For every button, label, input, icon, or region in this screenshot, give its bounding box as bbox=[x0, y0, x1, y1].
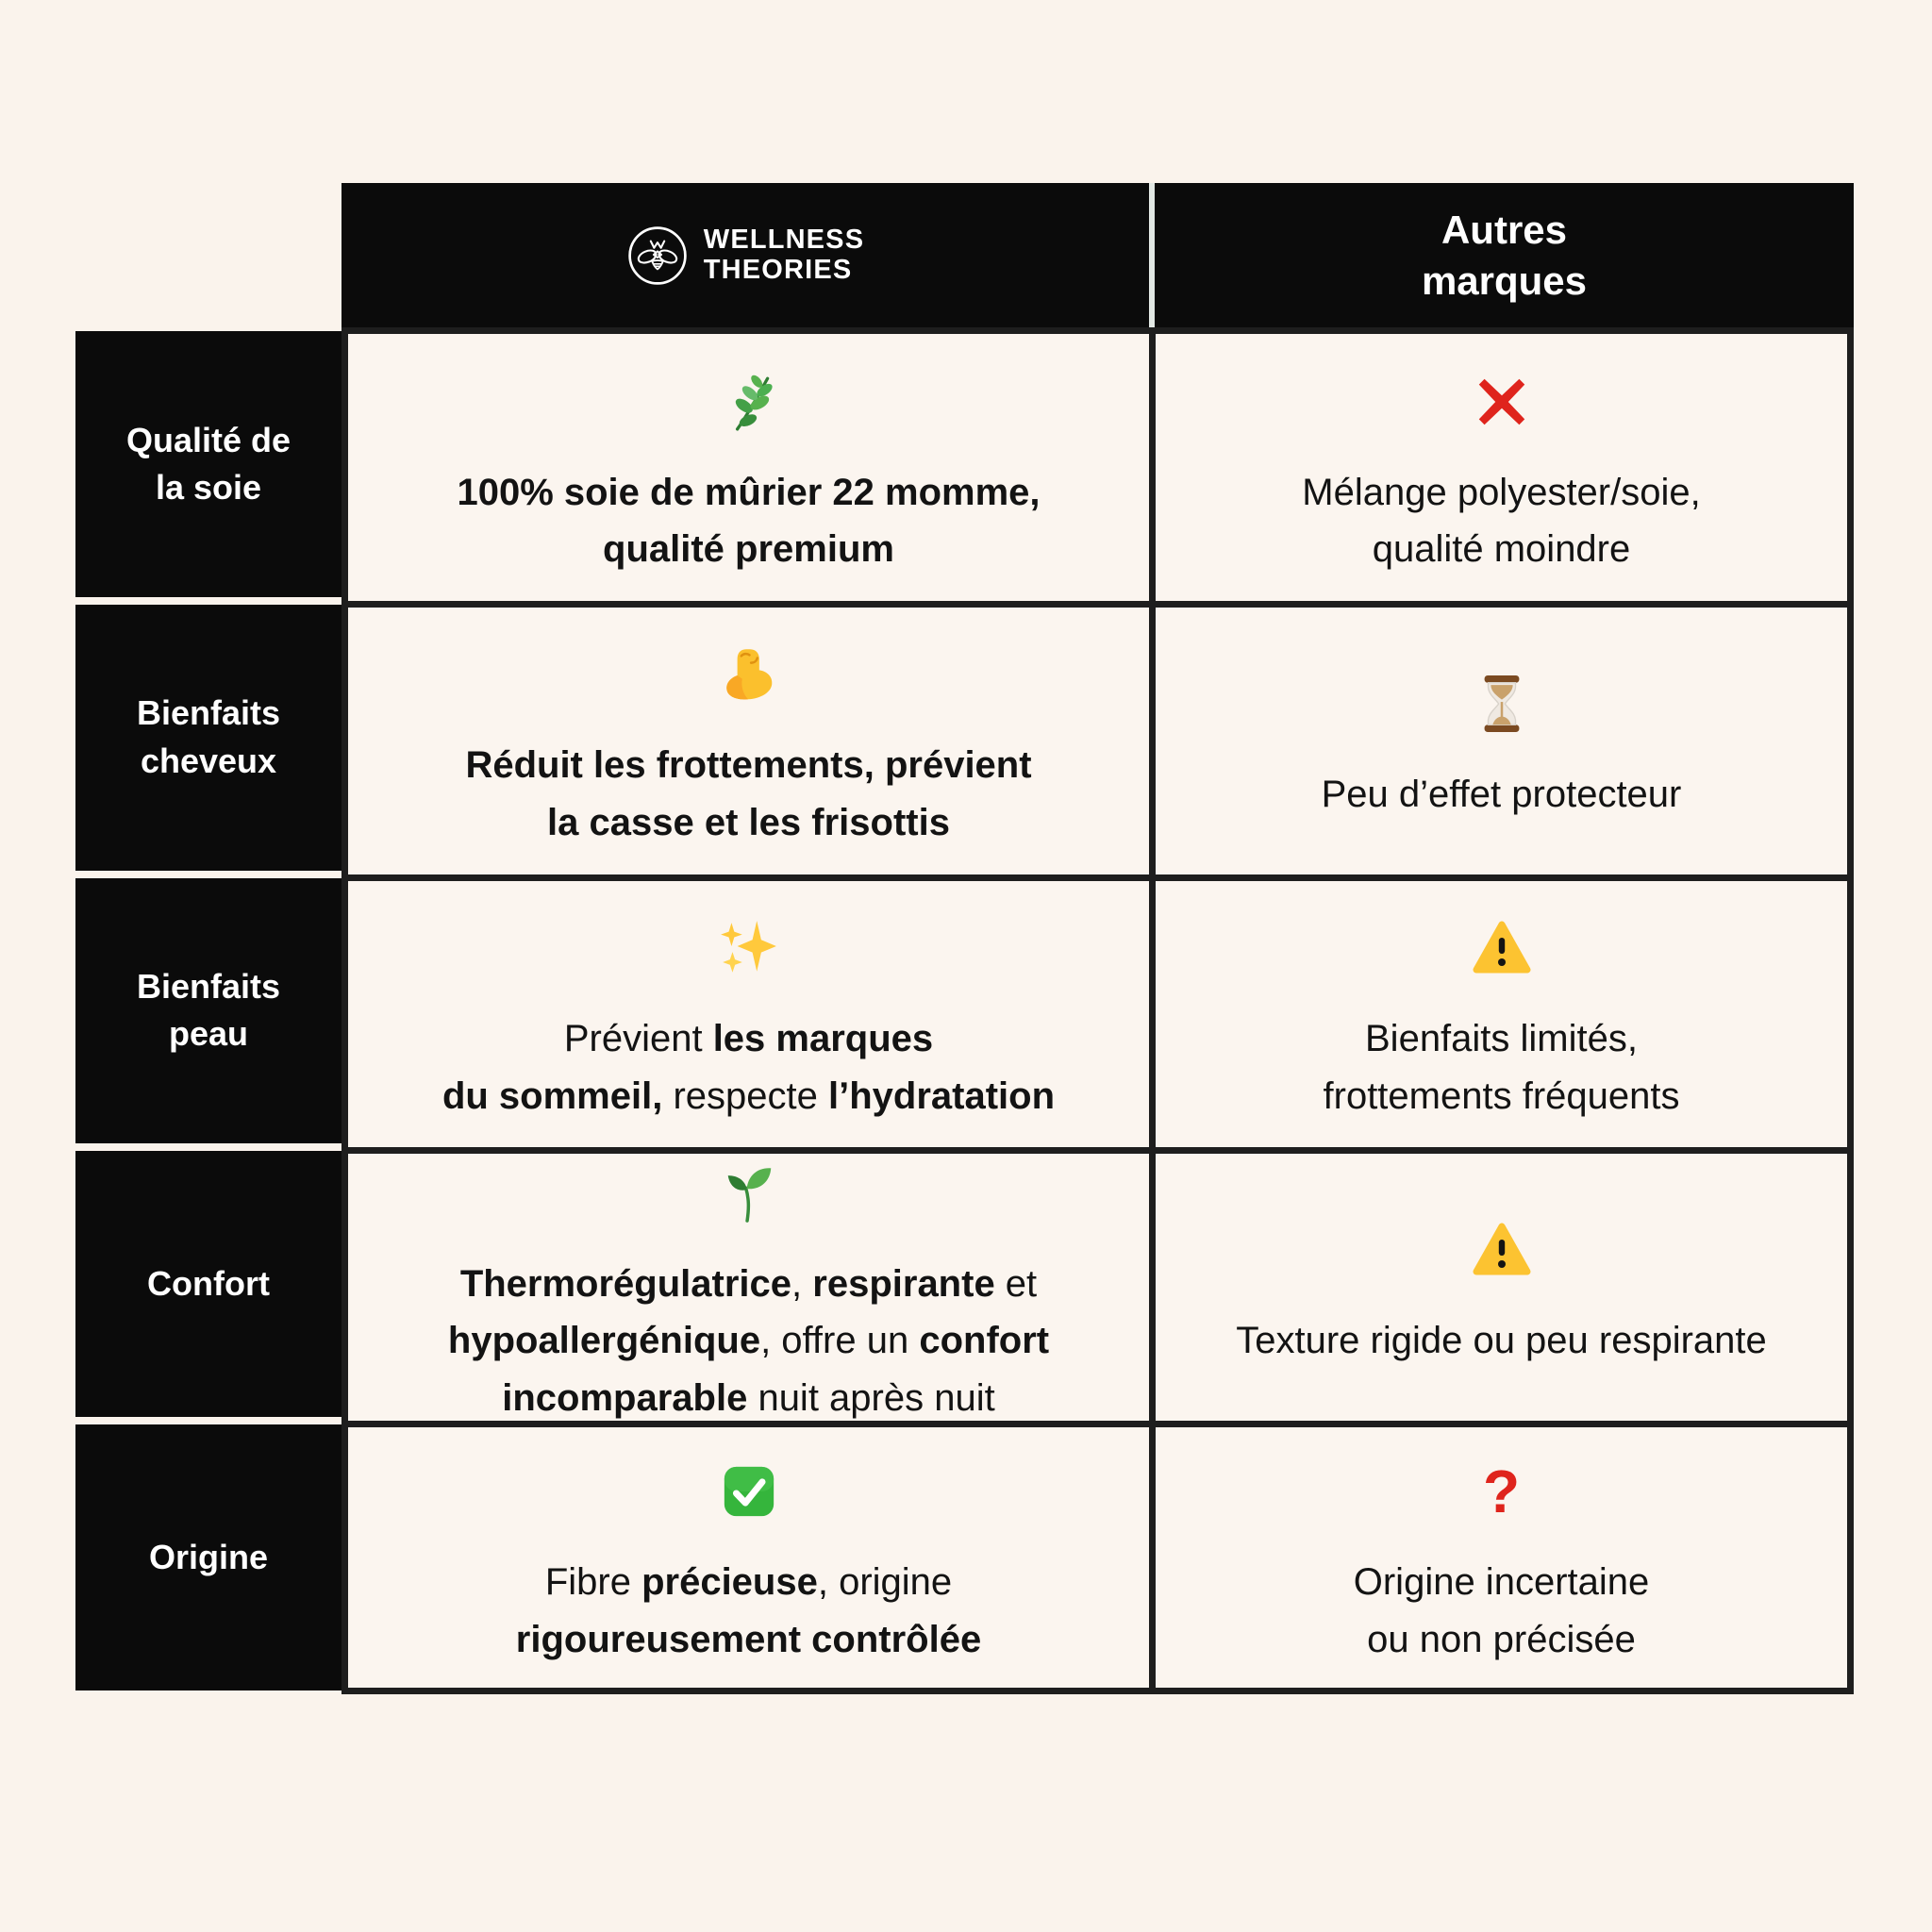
row-label-comfort: Confort bbox=[75, 1151, 341, 1417]
check-mark-icon bbox=[720, 1459, 778, 1524]
brand-cell-skin bbox=[341, 874, 1149, 1148]
competitor-quality-text: Mélange polyester/soie, qualité moindre bbox=[1302, 471, 1701, 571]
row-label-cell bbox=[75, 1147, 341, 1421]
brand-comfort-text: Thermorégulatrice, respirante et hypoallergénique, offre un confort incomparable nuit après nuit bbox=[447, 1262, 1050, 1420]
brand-cell-origin bbox=[341, 1421, 1149, 1694]
warning-icon bbox=[1472, 916, 1532, 980]
brand-origin-text: Fibre précieuse, origine rigoureusement contrôlée bbox=[515, 1561, 982, 1661]
competitor-cell-comfort bbox=[1149, 1147, 1854, 1421]
biceps-icon bbox=[718, 642, 780, 707]
brand-name bbox=[704, 225, 864, 285]
brand-cell-comfort bbox=[341, 1147, 1149, 1421]
row-label-skin: Bienfaits peau bbox=[75, 878, 341, 1144]
brand-quality-text: 100% soie de mûrier 22 momme, qualité premium bbox=[457, 471, 1041, 571]
row-label-hair: Bienfaits cheveux bbox=[75, 605, 341, 871]
row-label-cell bbox=[75, 1421, 341, 1694]
row-label-cell bbox=[75, 874, 341, 1148]
brand-hair-text: Réduit les frottements, prévient la casse et les frisottis bbox=[465, 744, 1032, 844]
row-label-cell bbox=[75, 601, 341, 874]
header-competitor bbox=[1149, 183, 1854, 327]
brand-cell-hair bbox=[341, 601, 1149, 874]
competitor-hair-text: Peu d’effet protecteur bbox=[1321, 773, 1682, 815]
header-brand bbox=[341, 183, 1149, 327]
competitor-cell-skin bbox=[1149, 874, 1854, 1148]
question-mark-icon: ? bbox=[1482, 1457, 1521, 1526]
brand-cell-quality bbox=[341, 327, 1149, 601]
herb-icon bbox=[718, 370, 780, 434]
competitor-cell-origin bbox=[1149, 1421, 1854, 1694]
seedling-icon bbox=[720, 1161, 778, 1225]
competitor-comfort-text: Texture rigide ou peu respirante bbox=[1236, 1320, 1767, 1362]
bee-icon bbox=[626, 224, 689, 288]
competitor-cell-quality bbox=[1149, 327, 1854, 601]
row-label-cell bbox=[75, 327, 341, 601]
competitor-title: Autres marques bbox=[1421, 207, 1588, 303]
header-spacer bbox=[75, 183, 341, 327]
brand-line-2: THEORIES bbox=[703, 254, 853, 285]
warning-icon bbox=[1472, 1218, 1532, 1282]
competitor-skin-text: Bienfaits limités, frottements fréquents bbox=[1323, 1018, 1680, 1117]
cross-mark-icon bbox=[1473, 370, 1531, 434]
row-label-quality: Qualité de la soie bbox=[75, 331, 341, 597]
competitor-cell-hair bbox=[1149, 601, 1854, 874]
brand-line-1: WELLNESS bbox=[703, 225, 865, 256]
competitor-origin-text: Origine incertaine ou non précisée bbox=[1353, 1561, 1650, 1661]
hourglass-icon bbox=[1473, 672, 1531, 736]
row-label-origin: Origine bbox=[75, 1424, 341, 1690]
brand-skin-text: Prévient les marques du sommeil, respecte l’hydratation bbox=[441, 1018, 1056, 1117]
sparkles-icon bbox=[718, 916, 780, 980]
comparison-table bbox=[75, 183, 1854, 1694]
